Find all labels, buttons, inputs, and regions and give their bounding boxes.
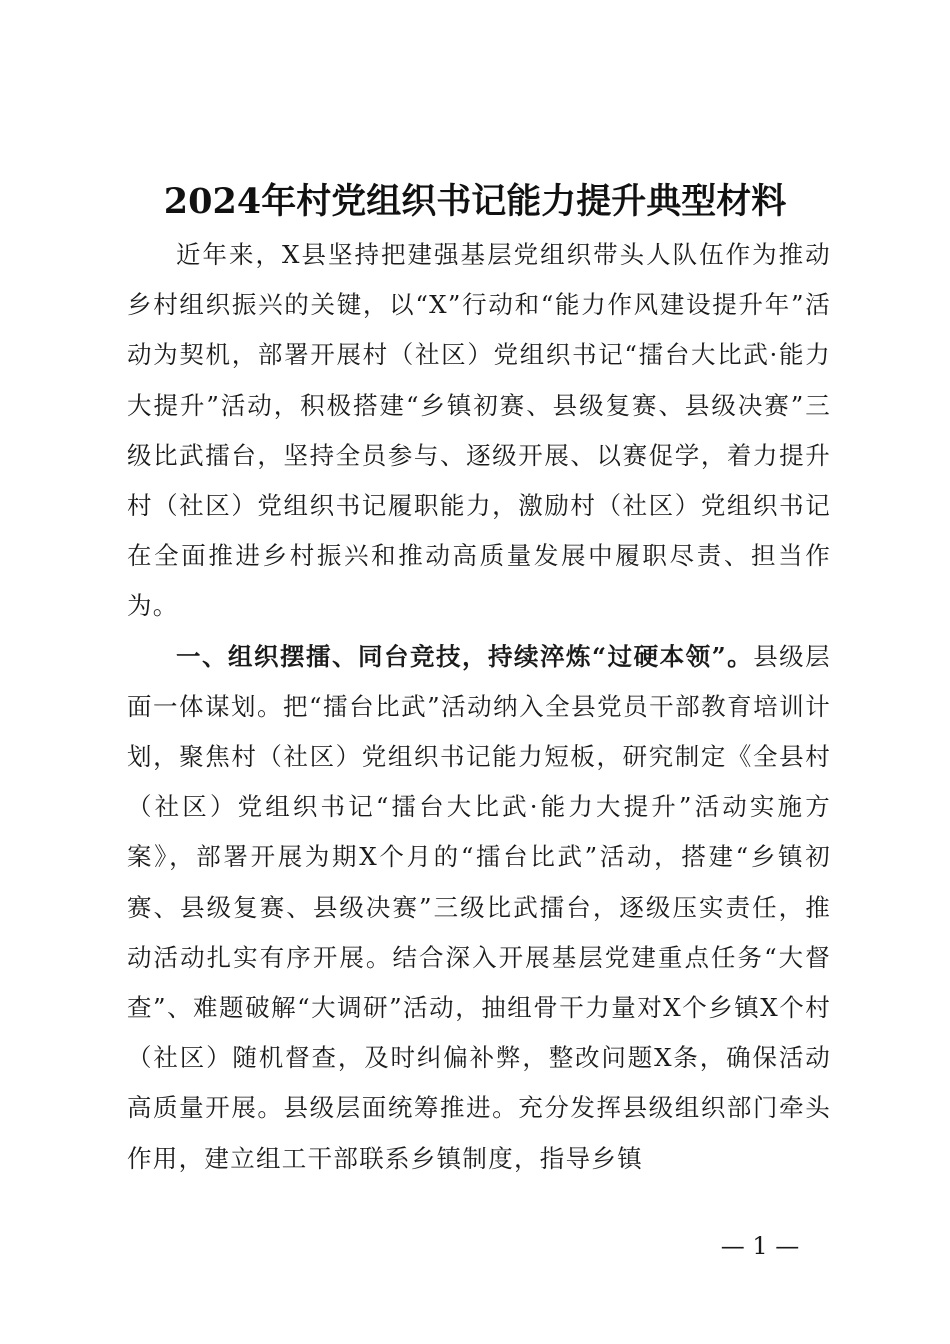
paragraph-intro — [127, 230, 831, 632]
paragraph-section-one — [127, 632, 831, 1184]
section-one-heading: 一、组织摆擂、同台竞技，持续淬炼“过硬本领”。 — [176, 641, 754, 671]
document-title: 2024年村党组织书记能力提升典型材料 — [163, 181, 787, 222]
paragraph-intro-text: 近年来，X县坚持把建强基层党组织带头人队伍作为推动乡村组织振兴的关键，以“X”行动和“能力作风建设提升年”活动为契机，部署开展村（社区）党组织书记“擂台大比武·能力大提升”活动，积极搭建“乡镇初赛、县级复赛、县级决赛”三级比武擂台，坚持全员参与、逐级开展、以赛促学，着力提升村（社区）党组织书记履职能力，激励村（社区）党组织书记在全面推进乡村振兴和推动高质量发展中履职尽责、担当作为。 — [127, 240, 831, 621]
page-number: — 1 — — [720, 1232, 800, 1260]
document-body — [127, 230, 831, 1184]
section-one-text: 县级层面一体谋划。把“擂台比武”活动纳入全县党员干部教育培训计划，聚焦村（社区）党组织书记能力短板，研究制定《全县村（社区）党组织书记“擂台大比武·能力大提升”活动实施方案》，部署开展为期X个月的“擂台比武”活动，搭建“乡镇初赛、县级复赛、县级决赛”三级比武擂台，逐级压实责任，推动活动扎实有序开展。结合深入开展基层党建重点任务“大督查”、难题破解“大调研”活动，抽组骨干力量对X个乡镇X个村（社区）随机督查，及时纠偏补弊，整改问题X条，确保活动高质量开展。县级层面统筹推进。充分发挥县级组织部门牵头作用，建立组工干部联系乡镇制度，指导乡镇 — [127, 641, 832, 1173]
